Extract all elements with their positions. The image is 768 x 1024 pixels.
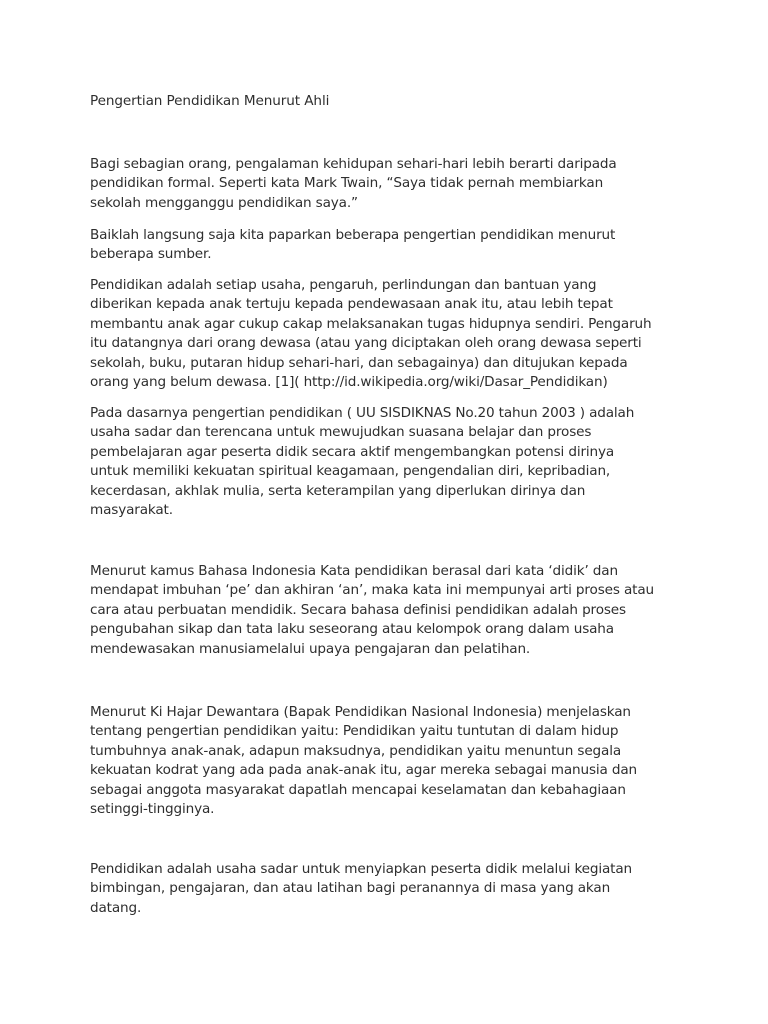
text-line: tentang pengertian pendidikan yaitu: Pendidikan yaitu tuntutan di dalam hidup bbox=[90, 723, 619, 740]
paragraph-lead-in bbox=[90, 226, 690, 265]
text-line: datang. bbox=[90, 899, 142, 916]
text-line: itu datangnya dari orang dewasa (atau yang diciptakan oleh orang dewasa seperti bbox=[90, 335, 642, 352]
paragraph-definition-sisdiknas bbox=[90, 404, 690, 520]
text-line: kecerdasan, akhlak mulia, serta keterampilan yang diperlukan dirinya dan bbox=[90, 482, 586, 499]
text-line: Bagi sebagian orang, pengalaman kehidupan sehari-hari lebih berarti daripada bbox=[90, 156, 617, 172]
paragraph-intro bbox=[90, 155, 690, 213]
text-line: Pendidikan adalah setiap usaha, pengaruh, perlindungan dan bantuan yang bbox=[90, 277, 597, 293]
text-line: orang yang belum dewasa. [1]( http://id.wikipedia.org/wiki/Dasar_Pendidikan) bbox=[90, 374, 608, 391]
paragraph-definition-final bbox=[90, 860, 690, 918]
text-line: Pada dasarnya pengertian pendidikan ( UU SISDIKNAS No.20 tahun 2003 ) adalah bbox=[90, 405, 635, 421]
text-line: pendidikan formal. Seperti kata Mark Twain, “Saya tidak pernah membiarkan bbox=[90, 175, 604, 192]
text-line: pengubahan sikap dan tata laku seseorang atau kelompok orang dalam usaha bbox=[90, 621, 614, 638]
paragraph-definition-wikipedia bbox=[90, 276, 690, 392]
text-line: sekolah, buku, putaran hidup sehari-hari, dan sebagainya) dan ditujukan kepada bbox=[90, 354, 628, 371]
text-line: Menurut Ki Hajar Dewantara (Bapak Pendidikan Nasional Indonesia) menjelaskan bbox=[90, 704, 631, 720]
text-line: Pendidikan adalah usaha sadar untuk menyiapkan peserta didik melalui kegiatan bbox=[90, 861, 633, 877]
text-line: membantu anak agar cukup cakap melaksanakan tugas hidupnya sendiri. Pengaruh bbox=[90, 315, 652, 332]
text-line: beberapa sumber. bbox=[90, 246, 212, 263]
text-line: usaha sadar dan terencana untuk mewujudkan suasana belajar dan proses bbox=[90, 424, 592, 441]
text-line: Baiklah langsung saja kita paparkan beberapa pengertian pendidikan menurut bbox=[90, 227, 616, 243]
text-line: bimbingan, pengajaran, dan atau latihan bagi peranannya di masa yang akan bbox=[90, 880, 611, 897]
text-line: cara atau perbuatan mendidik. Secara bahasa definisi pendidikan adalah proses bbox=[90, 601, 626, 618]
paragraph-definition-kamus bbox=[90, 562, 690, 659]
text-line: kekuatan kodrat yang ada pada anak-anak itu, agar mereka sebagai manusia dan bbox=[90, 762, 638, 779]
text-line: tumbuhnya anak-anak, adapun maksudnya, pendidikan yaitu menuntun segala bbox=[90, 742, 622, 759]
text-line: diberikan kepada anak tertuju kepada pendewasaan anak itu, atau lebih tepat bbox=[90, 296, 613, 313]
text-line: untuk memiliki kekuatan spiritual keagamaan, pengendalian diri, kepribadian, bbox=[90, 463, 611, 480]
document-title: Pengertian Pendidikan Menurut Ahli bbox=[90, 93, 330, 109]
text-line: mendewasakan manusiamelalui upaya pengajaran dan pelatihan. bbox=[90, 640, 531, 657]
paragraph-definition-ki-hajar bbox=[90, 703, 690, 819]
text-line: sekolah mengganggu pendidikan saya.” bbox=[90, 194, 358, 211]
text-line: sebagai anggota masyarakat dapatlah mencapai keselamatan dan kebahagiaan bbox=[90, 781, 626, 798]
text-line: mendapat imbuhan ‘pe’ dan akhiran ‘an’, maka kata ini mempunyai arti proses atau bbox=[90, 582, 654, 599]
text-line: Menurut kamus Bahasa Indonesia Kata pendidikan berasal dari kata ‘didik’ dan bbox=[90, 563, 618, 579]
text-line: masyarakat. bbox=[90, 502, 173, 519]
text-line: pembelajaran agar peserta didik secara aktif mengembangkan potensi dirinya bbox=[90, 443, 615, 460]
text-line: setinggi-tingginya. bbox=[90, 801, 215, 818]
